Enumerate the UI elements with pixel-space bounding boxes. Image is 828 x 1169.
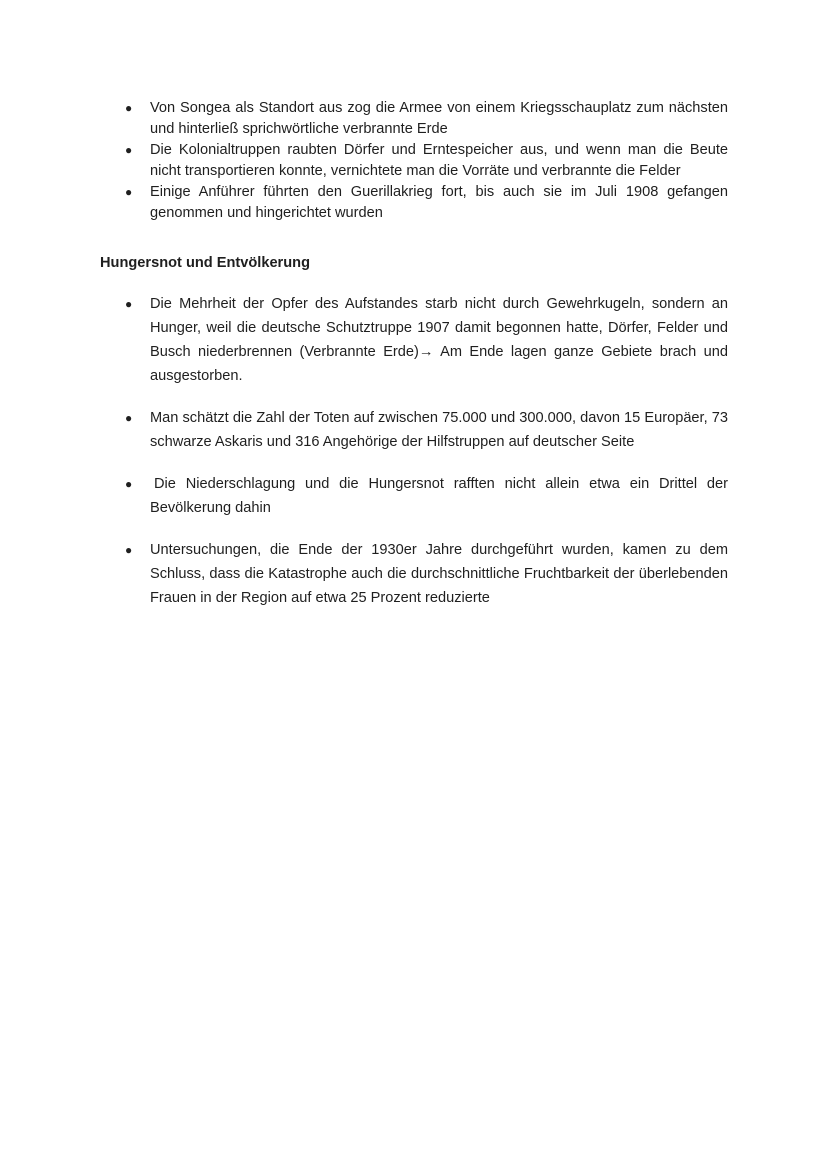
list-item-text: Einige Anführer führten den Guerillakrieg fort, bis auch sie im Juli 1908 gefangen genommen und hingerichtet wurden — [150, 184, 728, 221]
bullet-icon: ● — [125, 143, 133, 157]
bullet-icon: ● — [125, 411, 133, 425]
bullet-icon: ● — [125, 101, 133, 115]
bullet-icon: ● — [125, 477, 133, 491]
bullet-icon: ● — [125, 185, 133, 199]
bullet-list-top — [122, 98, 728, 224]
bullet-list-main — [122, 292, 728, 628]
list-item — [122, 292, 728, 388]
list-item-text: Die Niederschlagung und die Hungersnot rafften nicht allein etwa ein Drittel der Bevölkerung dahin — [150, 476, 728, 516]
list-item-text: Von Songea als Standort aus zog die Armee von einem Kriegsschauplatz zum nächsten und hinterließ sprichwörtliche verbrannte Erde — [150, 100, 728, 137]
bullet-icon: ● — [125, 297, 133, 311]
list-item-text: Die Kolonialtruppen raubten Dörfer und Erntespeicher aus, und wenn man die Beute nicht transportieren konnte, vernichtete man die Vorräte und verbrannte die Felder — [150, 142, 728, 179]
list-item — [122, 538, 728, 610]
list-item — [122, 140, 728, 182]
list-item — [122, 98, 728, 140]
bullet-icon: ● — [125, 543, 133, 557]
list-item-text: Man schätzt die Zahl der Toten auf zwischen 75.000 und 300.000, davon 15 Europäer, 73 schwarze Askaris und 316 Angehörige der Hilfstruppen auf deutscher Seite — [150, 410, 728, 450]
list-item-text: Die Mehrheit der Opfer des Aufstandes starb nicht durch Gewehrkugeln, sondern an Hunger, weil die deutsche Schutztruppe 1907 damit begonnen hatte, Dörfer, Felder und Busch niederbrennen (Verbrannte Erde)→ Am Ende lagen ganze Gebiete brach und ausgestorben. — [150, 296, 728, 384]
list-item — [122, 182, 728, 224]
section-heading: Hungersnot und Entvölkerung — [100, 255, 310, 271]
list-item-text: Untersuchungen, die Ende der 1930er Jahre durchgeführt wurden, kamen zu dem Schluss, dass die Katastrophe auch die durchschnittliche Fruchtbarkeit der überlebenden Frauen in der Region auf etwa 25 Prozent reduzierte — [150, 542, 728, 606]
list-item — [122, 406, 728, 454]
list-item — [122, 472, 728, 520]
